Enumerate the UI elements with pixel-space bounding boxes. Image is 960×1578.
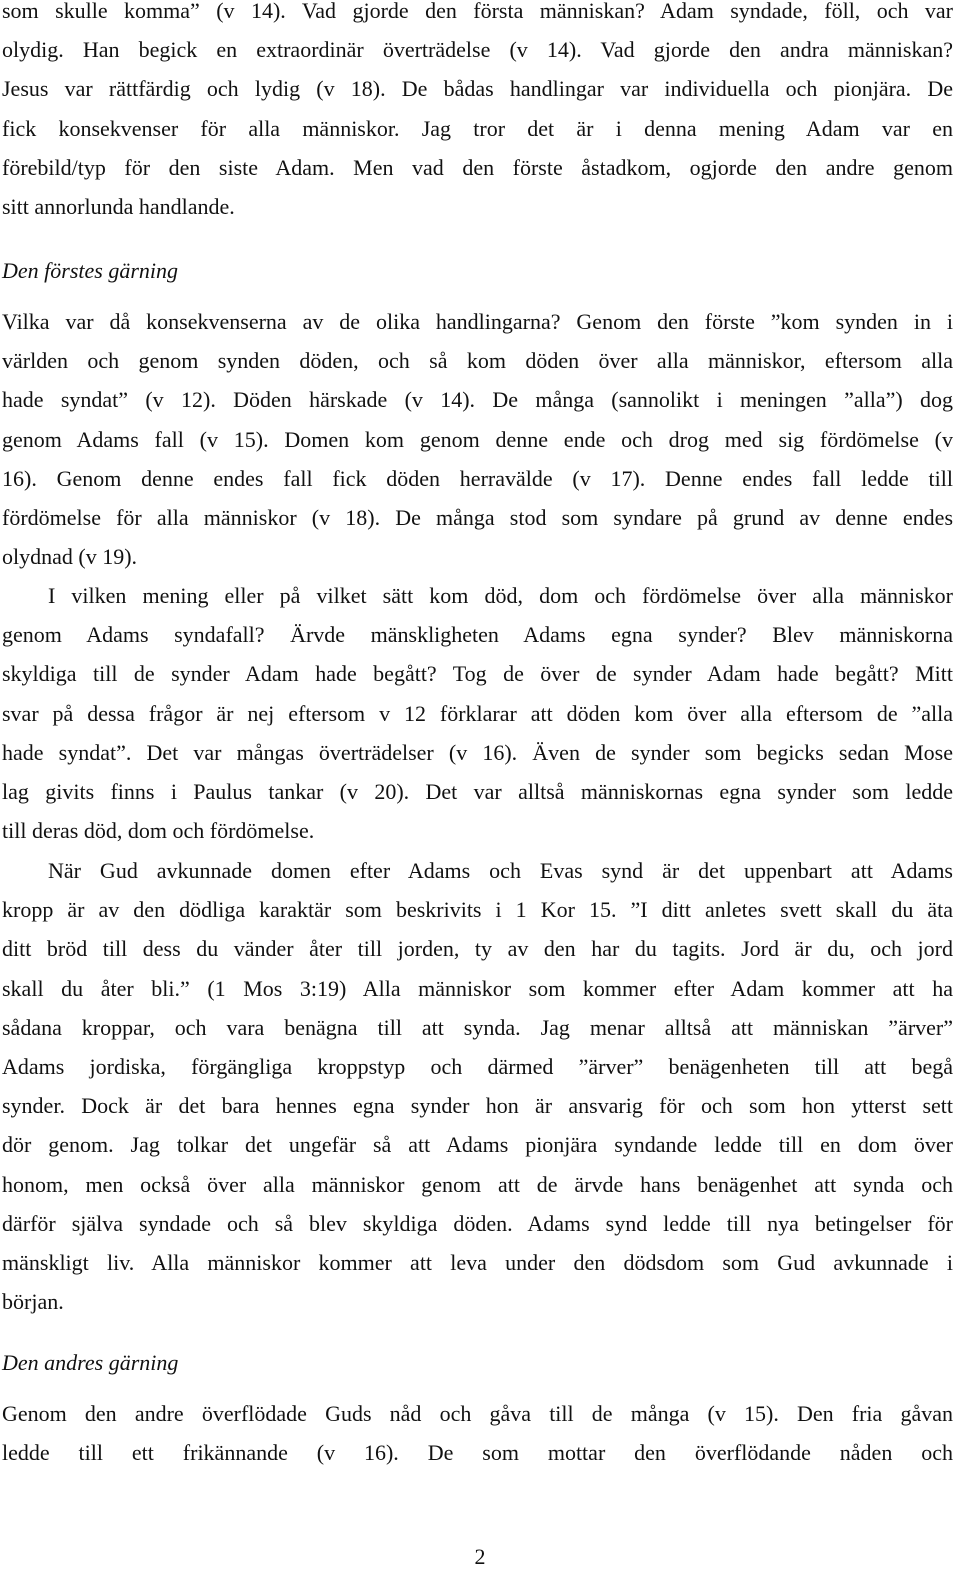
paragraph-consequences (2, 302, 953, 576)
text-line: fördömelse för alla människor (v 18). De många stod som syndare på grund av denne endes (2, 505, 953, 531)
paragraph-grace (2, 1394, 953, 1472)
section-heading-first: Den förstes gärning (2, 258, 178, 283)
text-line: början. (2, 1289, 64, 1315)
text-line: mänskligt liv. Alla människor kommer att leva under den dödsdom som Gud avkunnade i (2, 1250, 953, 1276)
text-line: sitt annorlunda handlande. (2, 194, 235, 220)
page-number: 2 (474, 1544, 486, 1569)
text-line: Genom den andre överflödade Guds nåd och gåva till de många (v 15). Den fria gåvan (2, 1401, 953, 1426)
text-line: förebild/typ för den siste Adam. Men vad den förste åstadkom, ogjorde den andre genom (2, 154, 953, 180)
text-line: När Gud avkunnade domen efter Adams och Evas synd är det uppenbart att Adams (48, 858, 953, 883)
text-line: kropp är av den dödliga karaktär som beskrivits i 1 Kor 15. ”I ditt anletes svett skall du äta (2, 897, 953, 923)
text-line: Adams jordiska, förgängliga kroppstyp och därmed ”ärver” benägenheten till att begå (2, 1054, 953, 1080)
section-heading-second: Den andres gärning (2, 1350, 179, 1375)
text-line: hade syndat”. Det var mångas överträdelser (v 16). Även de synder som begicks sedan Mose (2, 739, 953, 765)
text-line: I vilken mening eller på vilket sätt kom död, dom och fördömelse över alla människor (48, 583, 953, 608)
text-line: Jesus var rättfärdig och lydig (v 18). De bådas handlingar var individuella och pionjära. De (2, 76, 953, 102)
text-line: ditt bröd till dess du vänder åter till jorden, ty av den har du tagits. Jord är du, och jord (2, 936, 953, 962)
text-line: fick konsekvenser för alla människor. Jag tror det är i denna mening Adam var en (2, 115, 953, 141)
text-line: därför själva syndade och så blev skyldiga döden. Adams synd ledde till nya betingelser för (2, 1210, 953, 1236)
paragraph-intro (2, 0, 953, 226)
text-line: dör genom. Jag tolkar det ungefär så att Adams pionjära syndande ledde till en dom över (2, 1132, 953, 1158)
text-line: genom Adams syndafall? Ärvde mänskligheten Adams egna synder? Blev människorna (2, 622, 953, 648)
text-line: som skulle komma” (v 14). Vad gjorde den första människan? Adam syndade, föll, och var (2, 0, 953, 23)
text-line: sådana kroppar, och vara benägna till att synda. Jag menar alltså att människan ”ärver” (2, 1014, 953, 1040)
text-line: till deras död, dom och fördömelse. (2, 818, 315, 844)
text-line: världen och genom synden döden, och så kom döden över alla människor, eftersom alla (2, 348, 953, 374)
text-line: olydig. Han begick en extraordinär överträdelse (v 14). Vad gjorde den andra människan? (2, 37, 953, 63)
text-line: svar på dessa frågor är nej eftersom v 12 förklarar att döden kom över alla eftersom de ”alla (2, 700, 953, 726)
text-line: skall du åter bli.” (1 Mos 3:19) Alla människor som kommer efter Adam kommer att ha (2, 975, 953, 1001)
paragraph-questions (2, 576, 953, 850)
text-line: olydnad (v 19). (2, 544, 138, 570)
text-line: honom, men också över alla människor genom att de ärvde hans benägenhet att synda och (2, 1171, 953, 1197)
text-line: ledde till ett frikännande (v 16). De som mottar den överflödande nåden och (2, 1440, 953, 1466)
text-line: 16). Genom denne endes fall fick döden herravälde (v 17). Denne endes fall ledde till (2, 465, 953, 491)
text-line: Vilka var då konsekvenserna av de olika handlingarna? Genom den förste ”kom synden in i (2, 309, 953, 334)
text-line: hade syndat” (v 12). Döden härskade (v 14). De många (sannolikt i meningen ”alla”) dog (2, 387, 953, 413)
text-line: synder. Dock är det bara hennes egna synder hon är ansvarig för och som hon ytterst sett (2, 1093, 953, 1119)
text-line: skyldiga till de synder Adam hade begått? Tog de över de synder Adam hade begått? Mitt (2, 661, 953, 687)
text-line: lag givits finns i Paulus tankar (v 20). Det var alltså människornas egna synder som ledde (2, 779, 953, 805)
text-line: genom Adams fall (v 15). Domen kom genom denne ende och drog med sig fördömelse (v (2, 426, 953, 452)
paragraph-judgment (2, 851, 953, 1321)
